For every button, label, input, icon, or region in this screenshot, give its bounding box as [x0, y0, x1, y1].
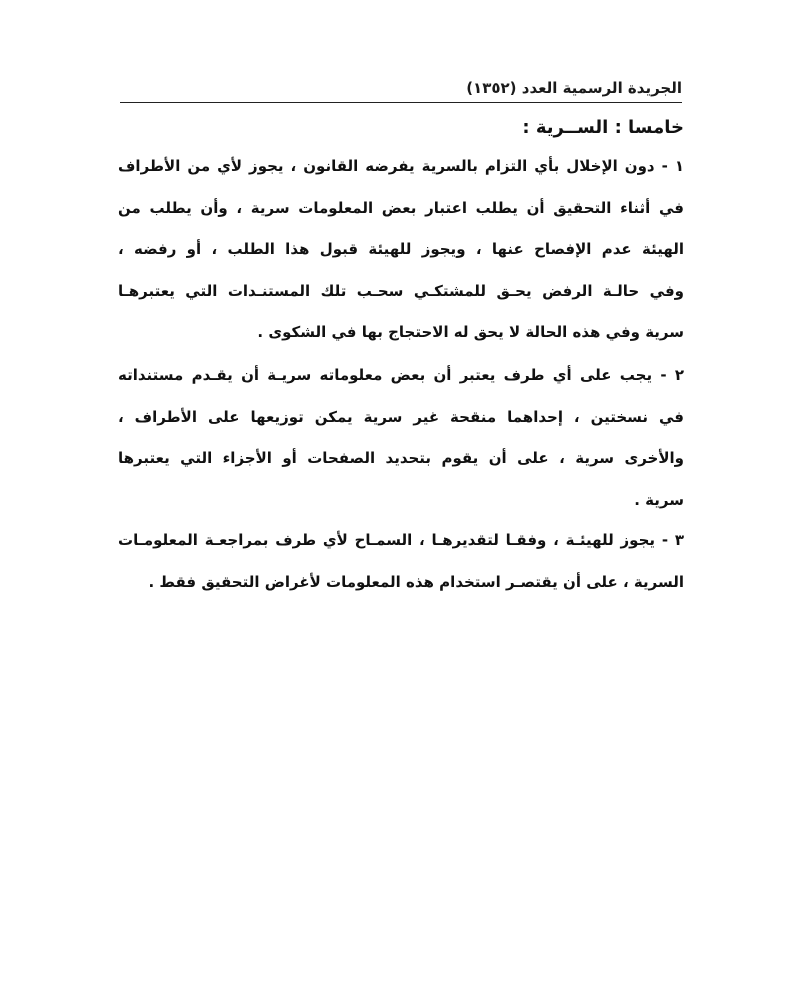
clause-3	[118, 520, 684, 603]
header-title: الجريدة الرسمية العدد (١٣٥٢)	[466, 79, 682, 97]
clause-line: سرية .	[634, 490, 684, 509]
clause-2	[118, 355, 684, 521]
clause-1	[118, 146, 684, 354]
clause-line: ٢ - يجب على أي طرف يعتبر أن بعض معلوماته سريـة أن يقـدم مستنداته	[118, 366, 684, 384]
section-title: خامسا : الســرية :	[522, 117, 684, 138]
clause-line: والأخرى سرية ، على أن يقوم بتحديد الصفحات أو الأجزاء التي يعتبرها	[118, 449, 684, 467]
clause-line: في نسختين ، إحداهما منقحة غير سرية يمكن توزيعها على الأطراف ،	[118, 407, 684, 426]
clause-line: في أثناء التحقيق أن يطلب اعتبار بعض المعلومات سرية ، وأن يطلب من	[118, 198, 684, 217]
clause-line: سرية وفي هذه الحالة لا يحق له الاحتجاج بها في الشكوى .	[257, 323, 684, 341]
page-header	[120, 74, 682, 104]
clause-line: ١ - دون الإخلال بأي التزام بالسرية يفرضه القانون ، يجوز لأي من الأطراف	[118, 157, 684, 175]
clause-line: السرية ، على أن يقتصـر استخدام هذه المعلومات لأغراض التحقيق فقط .	[148, 572, 684, 591]
header-divider	[120, 102, 682, 103]
clause-line: ٣ - يجوز للهيئـة ، وفقـا لتقديرهـا ، السمـاح لأي طرف بمراجعـة المعلومـات	[118, 531, 684, 549]
clause-line: الهيئة عدم الإفصاح عنها ، ويجوز للهيئة قبول هذا الطلب ، أو رفضه ،	[118, 240, 684, 258]
clause-line: وفي حالـة الرفض يحـق للمشتكـي سحـب تلك المستنـدات التي يعتبرهـا	[118, 281, 684, 300]
